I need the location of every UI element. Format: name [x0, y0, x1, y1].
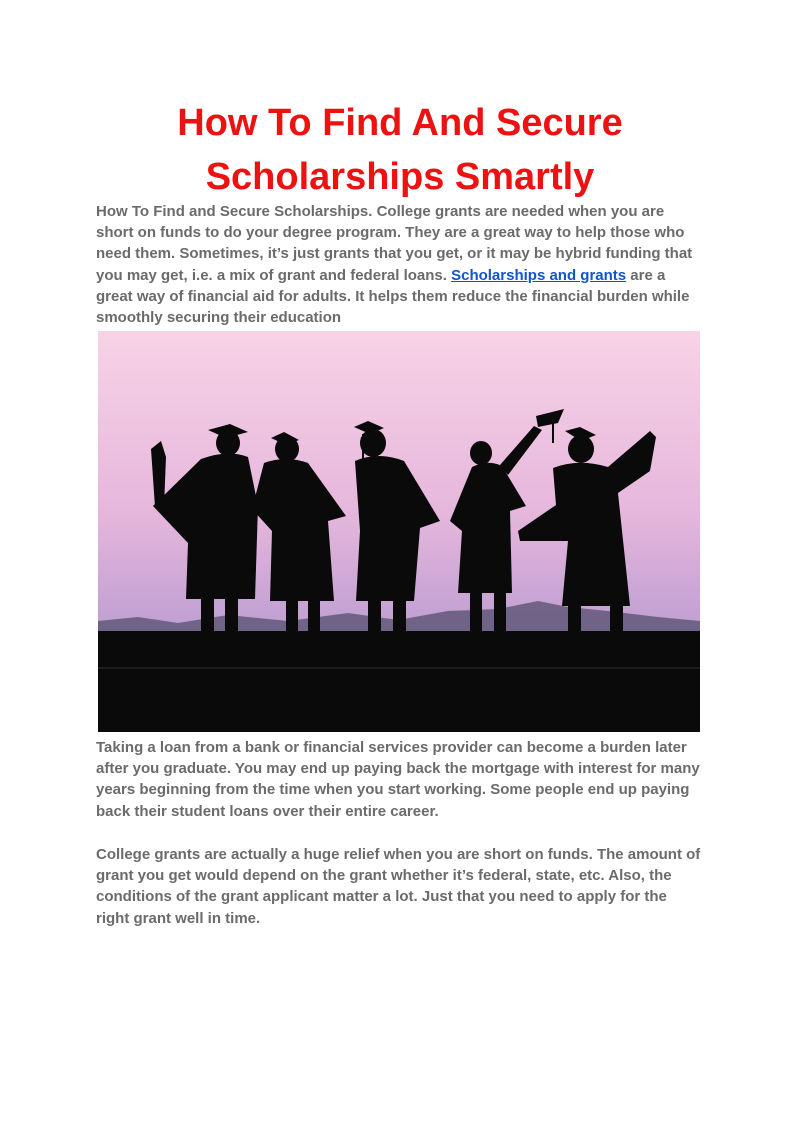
title-line-2: Scholarships Smartly	[205, 156, 595, 198]
graduates-silhouette-photo	[98, 331, 700, 732]
intro-text-before-link: How To Find and Secure Scholarships. College grants are needed when you are short on funds to do your degree program. They are a great way to help those who need them. Sometimes, it’s just grants that you get, or it may be hybrid funding that you may get, i.e. a mix of grant and federal loans.	[96, 203, 693, 284]
intro-text-after-link: are a great way of financial aid for adults. It helps them reduce the financial burden while smoothly securing their education	[96, 266, 690, 327]
title-line-1: How To Find And Secure	[177, 102, 623, 144]
loan-burden-paragraph: Taking a loan from a bank or financial services provider can become a burden later after you graduate. You may end up paying back the mortgage with interest for many years beginning from the time when you start working. Some people end up paying back their student loans over their entire career.	[96, 739, 700, 820]
intro-paragraph	[96, 201, 704, 328]
scholarships-and-grants-link[interactable]: Scholarships and grants	[451, 266, 627, 284]
college-grants-paragraph: College grants are actually a huge relief when you are short on funds. The amount of grant you get would depend on the grant whether it’s federal, state, etc. Also, the conditions of the grant applicant matter a lot. Just that you need to apply for the right grant well in time.	[96, 846, 701, 927]
page-title	[96, 96, 704, 204]
